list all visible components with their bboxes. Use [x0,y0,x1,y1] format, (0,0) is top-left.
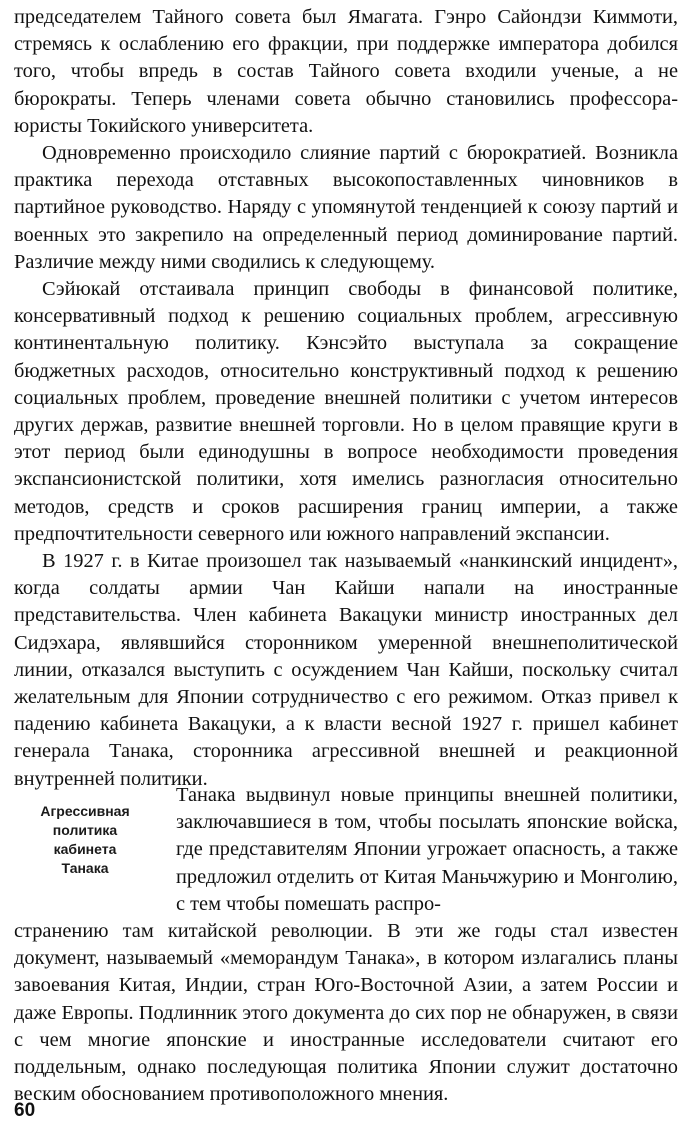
paragraph-tanaka-lead: Танака выдвинул новые принципы внешней политики, заключавшиеся в том, чтобы посылать японские войска, где представителям Японии угрожает опасность, а также предложил отделить от Китая Маньчжурию и Монголию, с тем чтобы помешать распро- [176,784,678,915]
paragraph-privy-council: председателем Тайного совета был Ямагата. Гэнро Сайондзи Киммоти, стремясь к ослаблению его фракции, при поддержке императора добился того, чтобы впредь в состав Тайного совета входили ученые, а не бюрократы. Теперь членами совета обычно становились профессора-юристы Токийского университета. [14,6,678,137]
margin-heading [20,802,150,878]
main-text-bottom [14,918,678,1108]
paragraph-party-bureaucracy: Одновременно происходило слияние партий с бюрократией. Возникла практика перехода отставных высокопоставленных чиновников в партийное руководство. Наряду с упомянутой тенденцией к союзу партий и военных это закрепило на определенный период доминирование партий. Различие между ними сводились к следующему. [14,142,678,273]
margin-heading-line: политика [52,822,118,838]
paragraph-nanking-incident: В 1927 г. в Китае произошел так называемый «нанкинский инцидент», когда солдаты армии Чан Кайши напали на иностранные представительства. Член кабинета Вакацуки министр иностранных дел Сидэхара, являвшийся сторонником умеренной внешнеполитической линии, отказался выступить с осуждением Чан Кайши, поскольку считал желательным для Японии сотрудничество с его режимом. Отказ привел к падению кабинета Вакацуки, а к власти весной 1927 г. пришел кабинет генерала Танака, сторонника агрессивной внешней и реакционной внутренней политики. [14,550,678,790]
margin-heading-line: Танака [61,860,109,876]
main-text-top [14,4,678,793]
margin-heading-line: кабинета [53,841,117,857]
paragraph-party-differences: Сэйюкай отстаивала принцип свободы в финансовой политике, консервативный подход к решению социальных проблем, агрессивную континентальную политику. Кэнсэйто выступала за сокращение бюджетных расходов, относительно конструктивный подход к решению социальных проблем, проведение внешней политики с учетом интересов других держав, развитие внешней торговли. Но в целом правящие круги в этот период были единодушны в вопросе необходимости проведения экспансионистской политики, хотя имелись разногласия относительно методов, средств и сроков расширения границ империи, а также предпочтительности северного или южного направлений экспансии. [14,278,678,545]
paragraph-tanaka-memorandum: странению там китайской революции. В эти же годы стал известен документ, называемый «меморандум Танака», в котором излагались планы завоевания Китая, Индии, стран Юго-Восточной Азии, а затем России и даже Европы. Подлинник этого документа до сих пор не обнаружен, в связи с чем многие японские и иностранные исследователи считают его поддельным, однако последующая политика Японии служит достаточно веским обоснованием противоположного мнения. [14,920,678,1106]
margin-heading-line: Агрессивная [40,803,130,819]
page-number: 60 [14,1100,36,1121]
